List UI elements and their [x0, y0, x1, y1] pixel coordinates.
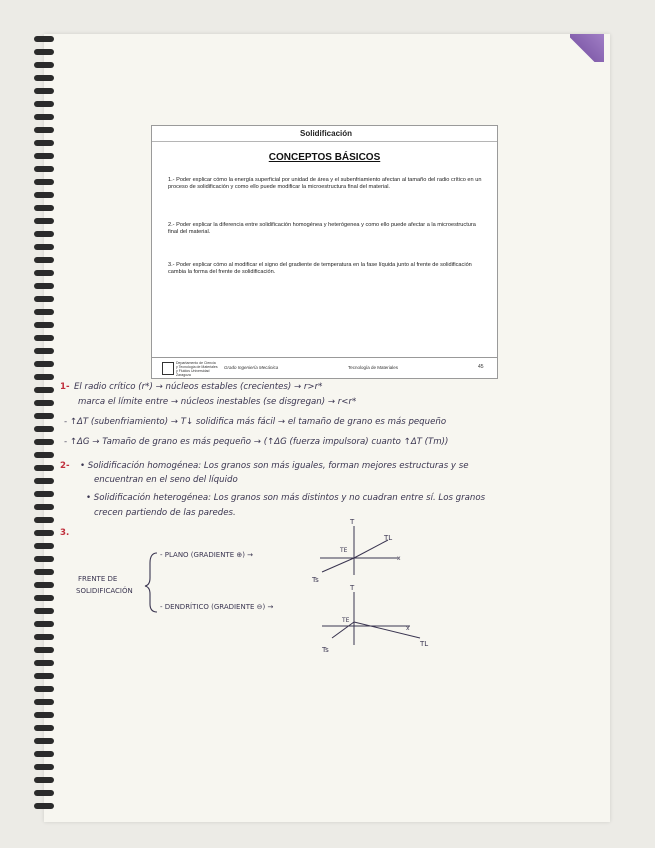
- graph1-x-label: x: [397, 555, 401, 562]
- objective-1: 1.- Poder explicar cómo la energía superficial por unidad de área y el subenfriamiento afectan al tamaño del radio crítico en un proceso de solidificación y como ello puede modificar la microestructura final del material.: [168, 177, 482, 190]
- note-1-number: 1-: [60, 382, 70, 392]
- graph2-liquid-line: [354, 622, 420, 638]
- brace-shape: [145, 553, 157, 612]
- plano-label: - PLANO (GRADIENTE ⊕) →: [160, 551, 254, 559]
- note-2-line-a: • Solidificación homogénea: Los granos son más iguales, forman mejores estructuras y se: [80, 461, 469, 471]
- graph2-TL-label: TL: [420, 640, 429, 648]
- graph1-Ts-label: Ts: [312, 576, 319, 584]
- slide-title: CONCEPTOS BÁSICOS: [268, 152, 381, 163]
- note-1-line-a: El radio crítico (r*) → núcleos estables (crecientes) → r>r*: [74, 382, 323, 392]
- graph1-TL-label: TL: [384, 534, 393, 542]
- note-2-line-b: encuentran en el seno del líquido: [94, 475, 238, 485]
- graph2-T-label: T: [350, 584, 355, 592]
- graph1-solid-line: [322, 558, 354, 572]
- note-2-number: 2-: [60, 461, 70, 471]
- department-name: Departamento de Ciencia y Tecnología de Materiales y Fluidos Universidad Zaragoza: [176, 361, 218, 377]
- frente-label-line-1: FRENTE DE: [78, 575, 118, 583]
- objective-3: 3.- Poder explicar cómo al modificar el signo del gradiente de temperatura en la fase líquida junto al frente de solidificación cambia la forma del frente de solidificación.: [168, 262, 472, 275]
- graph1-TE-label: TE: [340, 547, 348, 554]
- graph2-solid-line: [332, 622, 354, 638]
- note-1-line-d: - ↑ΔG → Tamaño de grano es más pequeño → (↑ΔG (fuerza impulsora) cuanto ↑ΔT (Tm)): [64, 437, 449, 447]
- graph1-liquid-line: [354, 540, 388, 558]
- graph2-Ts-label: Ts: [322, 646, 329, 654]
- note-2-line-d: crecen partiendo de las paredes.: [94, 508, 236, 518]
- objective-2: 2.- Poder explicar la diferencia entre solidificación homogénea y heterógenea y como ello puede afectar a la microestructura final del material.: [168, 222, 476, 235]
- frente-label-line-2: SOLIDIFICACIÓN: [76, 587, 133, 595]
- note-2-line-c: • Solidificación heterogénea: Los granos son más distintos y no cuadran entre sí. Los granos: [86, 493, 486, 503]
- note-3-number: 3.: [60, 528, 70, 538]
- footer-course: Grado Ingeniería Mecánica: [224, 365, 279, 370]
- note-1-line-c: - ↑ΔT (subenfriamiento) → T↓ solidifica más fácil → el tamaño de grano es más pequeño: [64, 417, 447, 427]
- graph1-T-label: T: [350, 518, 355, 526]
- graph2-x-label: x: [406, 625, 410, 632]
- dendritico-label: - DENDRÍTICO (GRADIENTE ⊖) →: [160, 603, 274, 611]
- footer-subject: Tecnología de Materiales: [348, 365, 399, 370]
- note-1-line-b: marca el límite entre → núcleos inestables (se disgregan) → r<r*: [78, 397, 357, 407]
- footer-page-number: 45: [478, 364, 484, 370]
- slide-header-text: Solidificación: [300, 129, 353, 138]
- graph2-TE-label: TE: [342, 617, 350, 624]
